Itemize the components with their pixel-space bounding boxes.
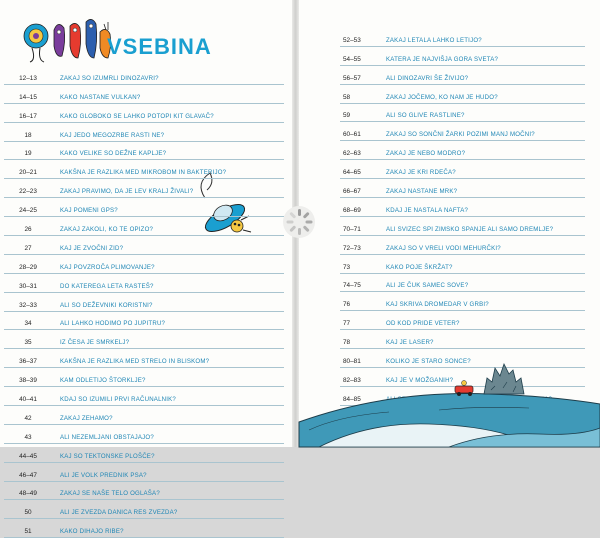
page-number: 30–31 — [19, 282, 37, 290]
page-number: 73 — [343, 263, 351, 271]
toc-question: ZAKAJ ZEHAMO? — [60, 414, 113, 422]
toc-row[interactable] — [4, 368, 284, 387]
page-number: 54–55 — [343, 55, 361, 63]
toc-question: ALI SO GLIVE RASTLINE? — [386, 112, 465, 120]
toc-row[interactable] — [4, 123, 284, 142]
toc-question: ZAKAJ JE NEBO MODRO? — [386, 150, 466, 158]
toc-row[interactable] — [340, 122, 585, 141]
toc-row[interactable] — [4, 255, 284, 274]
page-number: 14–15 — [19, 93, 37, 101]
toc-row[interactable] — [340, 198, 585, 217]
toc-row[interactable] — [4, 160, 284, 179]
toc-question: KAJ JE ZVOČNI ZID? — [60, 244, 124, 252]
page-number: 64–65 — [343, 169, 361, 177]
toc-question: ALI DINOZAVRI ŠE ŽIVIJO? — [386, 74, 469, 82]
toc-question: IZ ČESA JE SMRKELJ? — [60, 339, 130, 347]
toc-question: ALI LAHKO HODIMO PO JUPITRU? — [60, 320, 166, 328]
page-number: 48–49 — [19, 490, 37, 498]
toc-row[interactable] — [4, 312, 284, 331]
page-number: 82–83 — [343, 376, 361, 384]
toc-row[interactable] — [340, 66, 585, 85]
toc-row[interactable] — [4, 482, 284, 501]
toc-row[interactable] — [4, 406, 284, 425]
page-number: 22–23 — [19, 188, 37, 196]
page-number: 18 — [24, 131, 32, 139]
page-number: 77 — [343, 320, 351, 328]
page-number: 40–41 — [19, 396, 37, 404]
page-number: 80–81 — [343, 358, 361, 366]
loading-spinner-icon — [283, 206, 315, 238]
toc-question: OD KOD PRIDE VETER? — [386, 320, 460, 328]
toc-row[interactable] — [4, 104, 284, 123]
page-number: 16–17 — [19, 112, 37, 120]
toc-row[interactable] — [4, 236, 284, 255]
toc-question: ALI NEZEMLJANI OBSTAJAJO? — [60, 433, 154, 441]
page-title: VSEBINA — [107, 34, 212, 59]
page-number: 66–67 — [343, 188, 361, 196]
toc-question: KOLIKO JE STARO SONCE? — [386, 358, 471, 366]
page-number: 70–71 — [343, 225, 361, 233]
toc-row[interactable] — [340, 236, 585, 255]
toc-row[interactable] — [340, 274, 585, 293]
toc-question: ZAKAJ ZAKOLI, KO TE OPIZO? — [60, 226, 154, 234]
toc-row[interactable] — [340, 47, 585, 66]
toc-row[interactable] — [4, 274, 284, 293]
toc-question: KAKO NASTANE VULKAN? — [60, 93, 141, 101]
toc-question: KAJ SO TEKTONSKE PLOŠČE? — [60, 452, 155, 460]
toc-question: ALI JE ČUK SAMEC SOVE? — [386, 282, 469, 290]
page-number: 38–39 — [19, 377, 37, 385]
page-number: 84–85 — [343, 395, 361, 403]
toc-question: ALI SVIZEC SPI ZIMSKO SPANJE ALI SAMO DREMLJE? — [386, 225, 554, 233]
toc-row[interactable] — [340, 28, 585, 47]
toc-row[interactable] — [340, 330, 585, 349]
toc-question: ZAKAJ SO V VRELI VODI MEHURČKI? — [386, 244, 501, 252]
toc-row[interactable] — [340, 160, 585, 179]
toc-row[interactable] — [340, 217, 585, 236]
toc-question: KAJ POVZROČA PLIMOVANJE? — [60, 263, 155, 271]
toc-question: ALI JE VOLK PREDNIK PSA? — [60, 471, 147, 479]
toc-row[interactable] — [4, 444, 284, 463]
page-number: 42 — [24, 414, 32, 422]
toc-question: ZAKAJ JOČEMO, KO NAM JE HUDO? — [386, 93, 498, 101]
toc-question: KAKŠNA JE RAZLIKA MED MIKROBOM IN BAKTERIJO? — [60, 169, 227, 177]
toc-row[interactable] — [4, 217, 284, 236]
toc-question: ALI SO DEŽEVNIKI KORISTNI? — [60, 301, 153, 309]
toc-question: KATERA JE NAJVIŠJA GORA SVETA? — [386, 55, 499, 63]
page-number: 34 — [24, 320, 32, 328]
toc-question: KAJ SKRIVA DROMEDAR V GRBI? — [386, 301, 489, 309]
toc-question: KAKO POJE ŠKRŽAT? — [386, 263, 453, 271]
toc-row[interactable] — [4, 330, 284, 349]
right-page — [299, 0, 600, 447]
page-number: 24–25 — [19, 207, 37, 215]
toc-question: KAJ JEDO MEGOZRBE RASTI NE? — [60, 131, 165, 139]
toc-question: KDAJ JE NASTALA NAFTA? — [386, 206, 469, 214]
page-number: 56–57 — [343, 74, 361, 82]
toc-row[interactable] — [4, 179, 284, 198]
page-number: 19 — [24, 150, 32, 158]
toc-row[interactable] — [340, 85, 585, 104]
toc-question: ZAKAJ SO SONČNI ŽARKI POZIMI MANJ MOČNI? — [386, 131, 535, 139]
toc-row[interactable] — [4, 425, 284, 444]
toc-question: KAJ JE V MOŽGANIH? — [386, 376, 454, 384]
page-number: 44–45 — [19, 452, 37, 460]
page-number: 68–69 — [343, 206, 361, 214]
toc-row[interactable] — [4, 463, 284, 482]
page-number: 26 — [24, 226, 32, 234]
toc-row[interactable] — [4, 349, 284, 368]
toc-row[interactable] — [4, 66, 284, 85]
toc-question: ZAKAJ JE KRI RDEČA? — [386, 169, 456, 177]
page-number: 72–73 — [343, 244, 361, 252]
toc-question: ZAKAJ LETALA LAHKO LETIJO? — [386, 36, 482, 44]
toc-question: DO KATEREGA LETA RASTEŠ? — [60, 282, 154, 290]
left-page — [0, 0, 292, 536]
toc-question: KAJ POMENI GPS? — [60, 207, 118, 215]
toc-row[interactable] — [340, 311, 585, 330]
page-number: 35 — [24, 339, 32, 347]
page-number: 60–61 — [343, 131, 361, 139]
toc-question: KAKŠNA JE RAZLIKA MED STRELO IN BLISKOM? — [60, 358, 210, 366]
toc-row[interactable] — [4, 519, 284, 538]
toc-row[interactable] — [340, 292, 585, 311]
toc-row[interactable] — [4, 293, 284, 312]
page-number: 50 — [24, 509, 32, 517]
toc-question: KAKO DIHAJO RIBE? — [60, 528, 124, 536]
toc-row[interactable] — [340, 255, 585, 274]
toc-question: ZAKAJ SO IZUMRLI DINOZAVRI? — [60, 74, 159, 82]
page-number: 62–63 — [343, 150, 361, 158]
toc-question: KAKO GLOBOKO SE LAHKO POTOPI KIT GLAVAČ? — [60, 112, 214, 120]
page-number: 20–21 — [19, 169, 37, 177]
page-number: 58 — [343, 93, 351, 101]
toc-question: ZAKAJ PRAVIMO, DA JE LEV KRALJ ŽIVALI? — [60, 188, 194, 196]
toc-row[interactable] — [4, 198, 284, 217]
page-number: 78 — [343, 339, 351, 347]
toc-question: ZAKAJ NASTANE MRK? — [386, 188, 458, 196]
page-number: 27 — [24, 244, 32, 252]
toc-row[interactable] — [4, 387, 284, 406]
page-number: 36–37 — [19, 358, 37, 366]
toc-question: KAJ JE LASER? — [386, 339, 434, 347]
toc-question: KAKO VELIKE SO DEŽNE KAPLJE? — [60, 150, 167, 158]
toc-row[interactable] — [340, 179, 585, 198]
toc-row[interactable] — [4, 85, 284, 104]
page-number: 51 — [24, 528, 32, 536]
toc-row[interactable] — [340, 141, 585, 160]
toc-question: KAM ODLETIJO ŠTORKLJE? — [60, 377, 146, 385]
page-number: 46–47 — [19, 471, 37, 479]
toc-question: KDAJ SO IZUMILI PRVI RAČUNALNIK? — [60, 396, 177, 404]
page-number: 32–33 — [19, 301, 37, 309]
toc-question: ALI JE ZVEZDA DANICA RES ZVEZDA? — [60, 509, 178, 517]
page-number: 74–75 — [343, 282, 361, 290]
toc-row[interactable] — [340, 104, 585, 123]
toc-row[interactable] — [4, 500, 284, 519]
toc-left — [4, 66, 284, 538]
planet-landscape-illustration — [299, 352, 600, 447]
toc-question: ZAKAJ SE NAŠE TELO OGLAŠA? — [60, 490, 160, 498]
page-number: 12–13 — [19, 74, 37, 82]
page-number: 43 — [24, 433, 32, 441]
page-number: 28–29 — [19, 263, 37, 271]
toc-row[interactable] — [4, 142, 284, 161]
page-number: 59 — [343, 112, 351, 120]
page-number: 52–53 — [343, 36, 361, 44]
page-number: 76 — [343, 301, 351, 309]
